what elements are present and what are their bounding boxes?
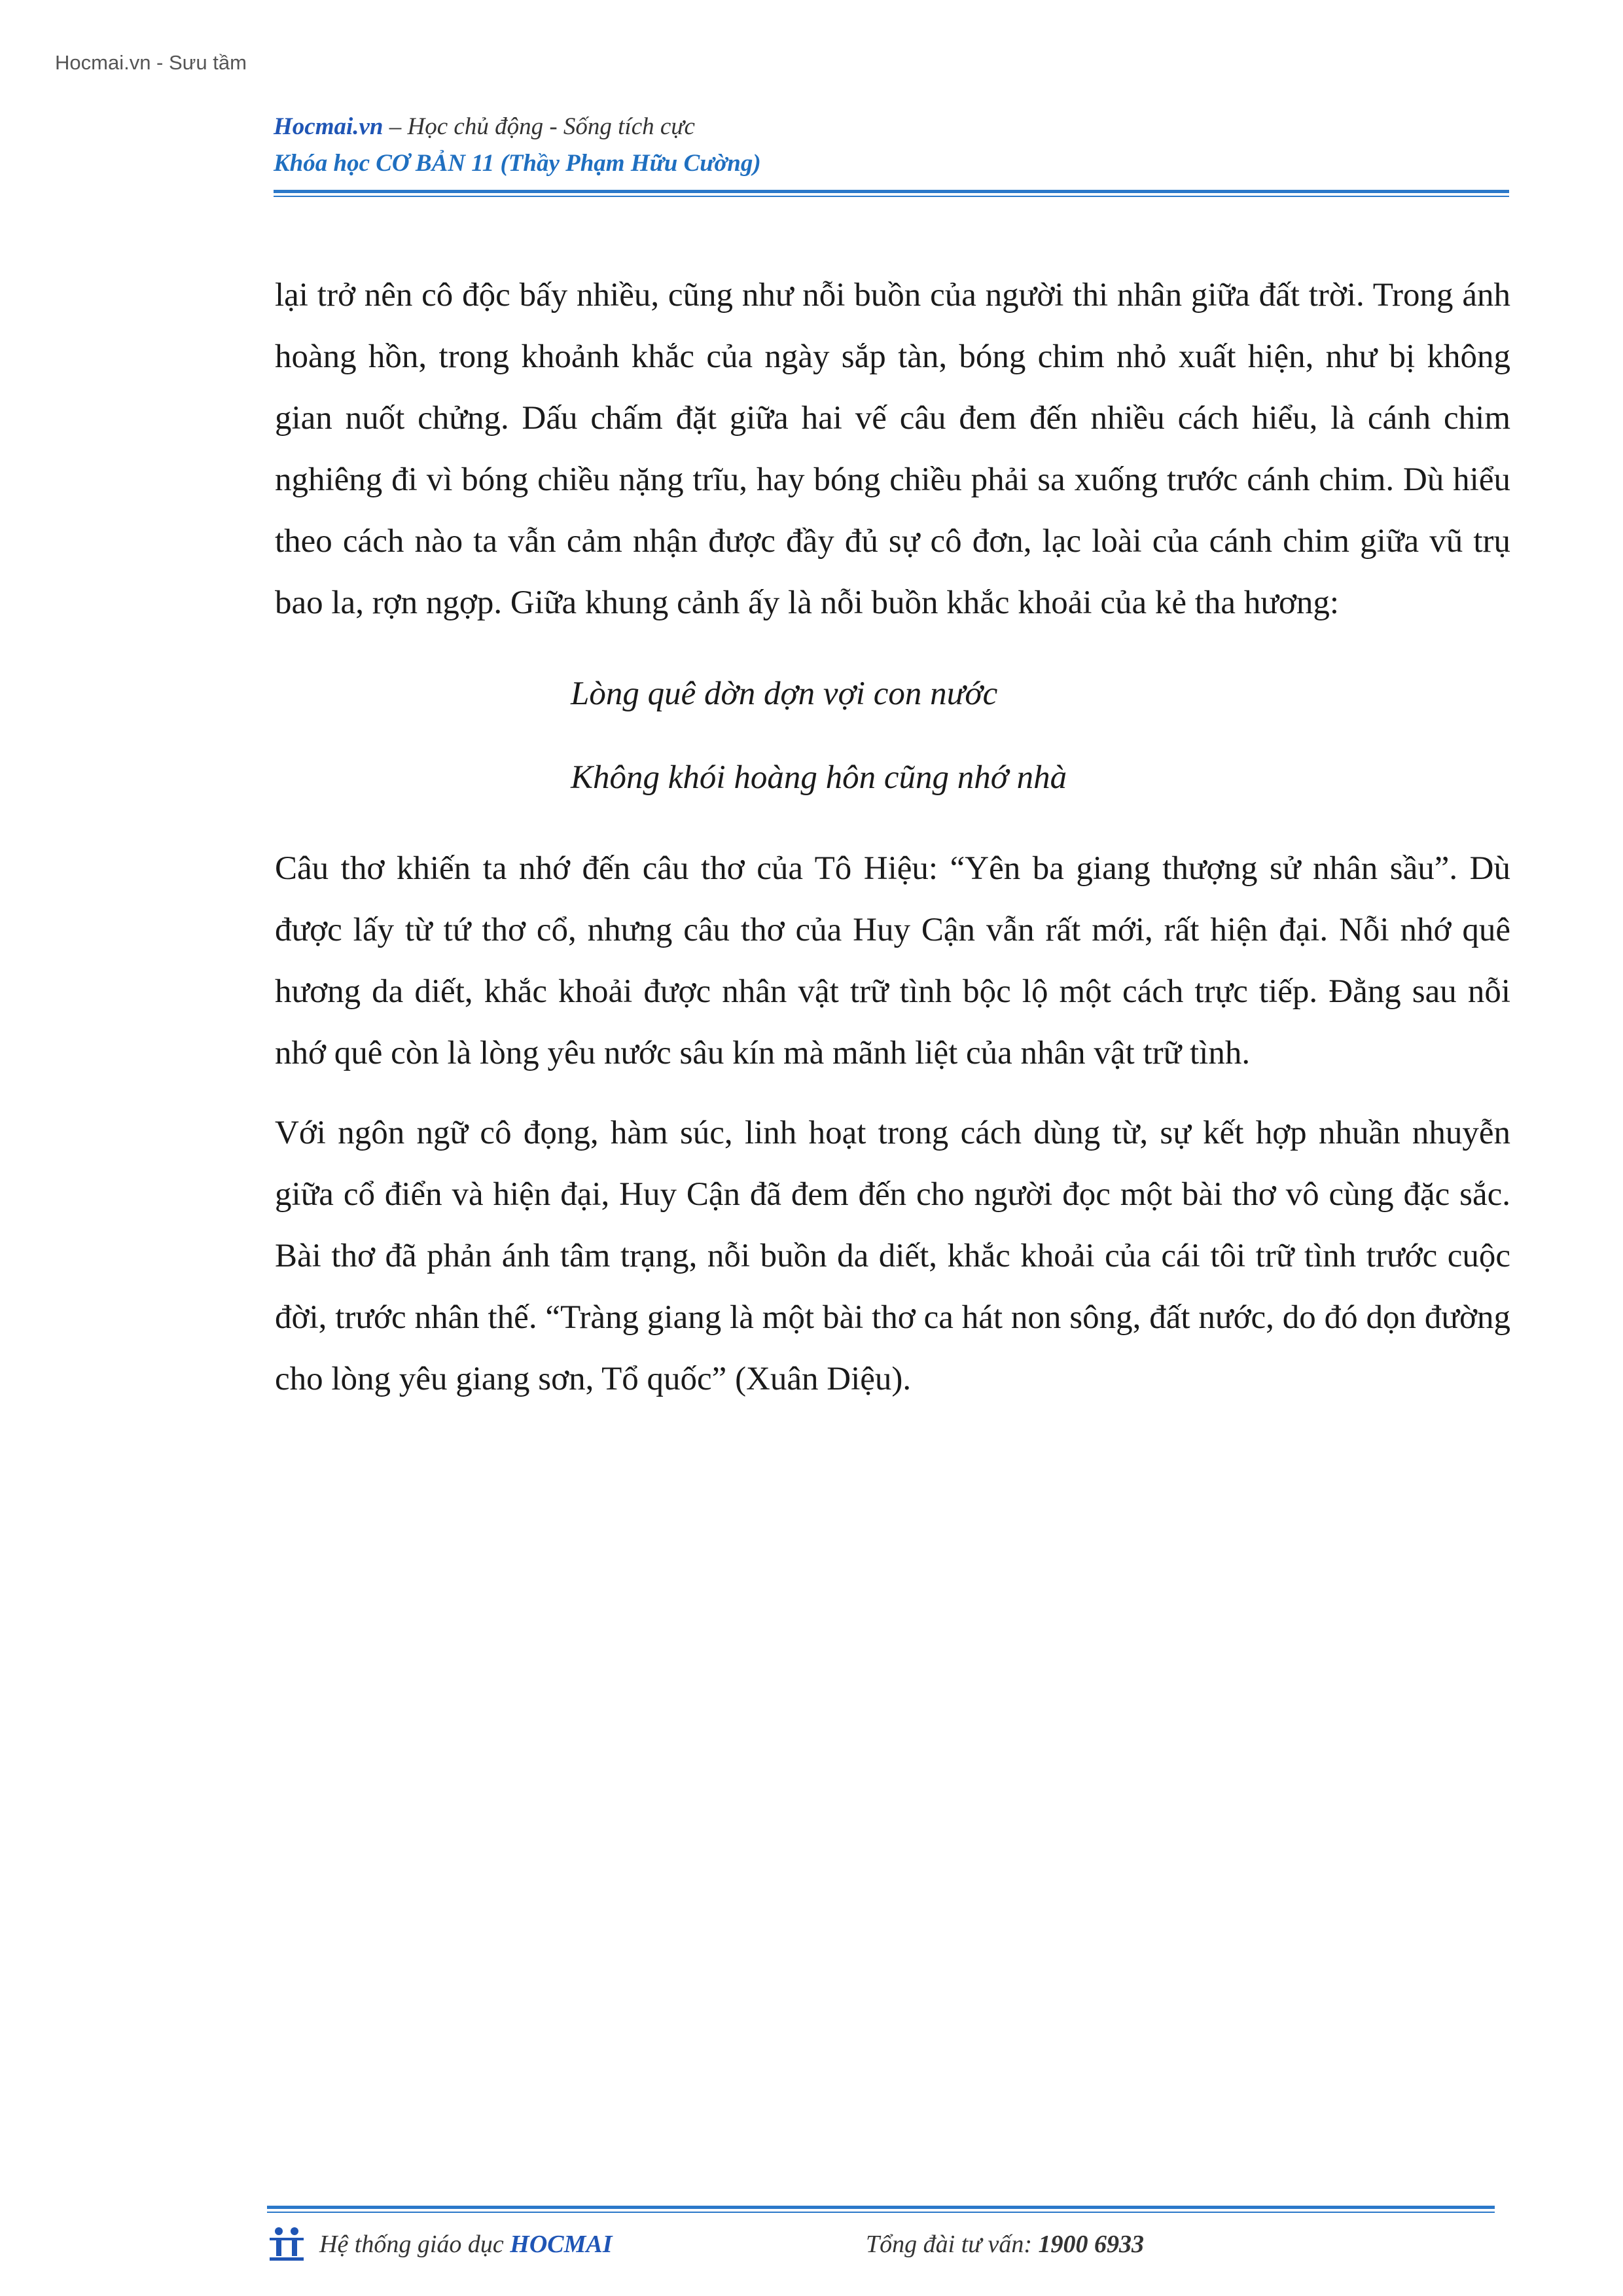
- footer-hotline-label: Tổng đài tư vấn:: [866, 2231, 1039, 2258]
- header-slogan: – Học chủ động - Sống tích cực: [383, 113, 695, 140]
- footer-divider: [267, 2206, 1495, 2213]
- poem-line-1: Lòng quê dờn dợn vợi con nước: [571, 675, 998, 712]
- poem-line-2: Không khói hoàng hôn cũng nhớ nhà: [571, 759, 1067, 796]
- footer-hocmai[interactable]: HOCMAI: [510, 2231, 613, 2258]
- page-footer: [267, 2206, 1495, 2274]
- footer-prefix: Hệ thống giáo dục: [319, 2231, 510, 2258]
- watermark-text: Hocmai.vn - Sưu tầm: [55, 51, 247, 74]
- paragraph-1: lại trở nên cô độc bấy nhiều, cũng như nỗi buồn của người thi nhân giữa đất trời. Trong ánh hoàng hồn, trong khoảnh khắc của ngày sắp tàn, bóng chim nhỏ xuất hiện, như bị không gian nuốt chửng. Dấu chấm đặt giữa hai vế câu đem đến nhiều cách hiểu, là cánh chim nghiêng đi vì bóng chiều nặng trĩu, hay bóng chiều phải sa xuống trước cánh chim. Dù hiểu theo cách nào ta vẫn cảm nhận được đầy đủ sự cô đơn, lạc loài của cánh chim giữa vũ trụ bao la, rợn ngợp. Giữa khung cảnh ấy là nỗi buồn khắc khoải của kẻ tha hương:: [275, 277, 1510, 621]
- header-line-1: [274, 109, 1509, 145]
- page-header: [274, 109, 1509, 197]
- hocmai-logo-icon: [267, 2225, 306, 2263]
- footer-system-text: [319, 2230, 613, 2259]
- header-brand[interactable]: Hocmai.vn: [274, 113, 383, 140]
- footer-hotline: [866, 2230, 1144, 2259]
- header-course: Khóa học CƠ BẢN 11 (Thầy Phạm Hữu Cường): [274, 150, 761, 177]
- paragraph-3: Với ngôn ngữ cô đọng, hàm súc, linh hoạt trong cách dùng từ, sự kết hợp nhuần nhuyễn giữa cổ điển và hiện đại, Huy Cận đã đem đến cho người đọc một bài thơ vô cùng đặc sắc. Bài thơ đã phản ánh tâm trạng, nỗi buồn da diết, khắc khoải của cái tôi trữ tình trước cuộc đời, trước nhân thế. “Tràng giang là một bài thơ ca hát non sông, đất nước, do đó dọn đường cho lòng yêu giang sơn, Tổ quốc” (Xuân Diệu).: [275, 1115, 1510, 1397]
- paragraph-2: Câu thơ khiến ta nhớ đến câu thơ của Tô Hiệu: “Yên ba giang thượng sử nhân sầu”. Dù được lấy từ tứ thơ cổ, nhưng câu thơ của Huy Cận vẫn rất mới, rất hiện đại. Nỗi nhớ quê hương da diết, khắc khoải được nhân vật trữ tình bộc lộ một cách trực tiếp. Đằng sau nỗi nhớ quê còn là lòng yêu nước sâu kín mà mãnh liệt của nhân vật trữ tình.: [275, 850, 1510, 1071]
- poem-quote: [571, 652, 1510, 819]
- footer-hotline-number[interactable]: 1900 6933: [1038, 2231, 1144, 2258]
- document-body: [275, 264, 1510, 1410]
- header-divider: [274, 190, 1509, 197]
